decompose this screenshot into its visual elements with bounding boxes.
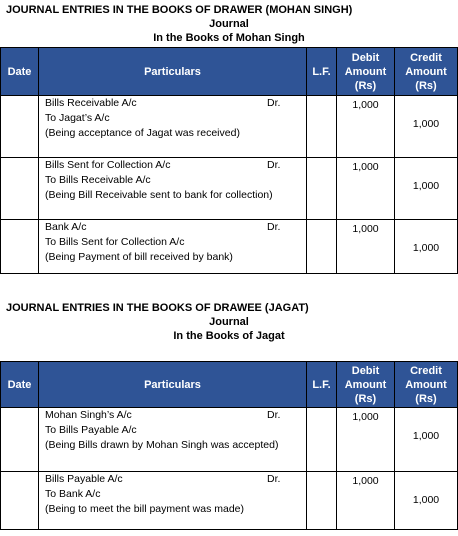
credit-amount: 1,000 — [395, 96, 458, 158]
debit-amount: 1,000 — [337, 472, 395, 530]
debit-account: Bank A/c — [45, 221, 87, 233]
particulars-column-header: Particulars — [39, 48, 307, 96]
narration: (Being Bill Receivable sent to bank for collection) — [45, 189, 273, 201]
drawer-section — [0, 3, 458, 45]
table-header-row — [1, 362, 458, 408]
date-cell — [1, 472, 39, 530]
credit-amount: 1,000 — [395, 158, 458, 220]
dr-mark: Dr. — [267, 97, 281, 109]
particulars-cell — [39, 408, 307, 472]
debit-amount: 1,000 — [337, 96, 395, 158]
dr-mark: Dr. — [267, 221, 281, 233]
particulars-cell — [39, 96, 307, 158]
narration: (Being to meet the bill payment was made) — [45, 503, 245, 515]
date-column-header: Date — [1, 362, 39, 408]
lf-cell — [307, 96, 337, 158]
credit-account: To Bank A/c — [45, 488, 101, 500]
debit-account: Bills Payable A/c — [45, 473, 123, 485]
table-row — [1, 408, 458, 472]
drawee-heading: JOURNAL ENTRIES IN THE BOOKS OF DRAWEE (JAGAT) — [6, 302, 309, 314]
drawee-journal-subheading: Journal — [209, 316, 249, 328]
credit-amount: 1,000 — [395, 408, 458, 472]
lf-cell — [307, 472, 337, 530]
lf-column-header: L.F. — [307, 362, 337, 408]
dr-mark: Dr. — [267, 409, 281, 421]
credit-account: To Jagat’s A/c — [45, 112, 110, 124]
particulars-column-header: Particulars — [39, 362, 307, 408]
debit-column-header: Debit Amount (Rs) — [337, 48, 395, 96]
drawee-section — [0, 301, 458, 343]
narration: (Being acceptance of Jagat was received) — [45, 127, 240, 139]
drawee-journal-table — [0, 361, 458, 530]
dr-mark: Dr. — [267, 473, 281, 485]
drawer-journal-table — [0, 47, 458, 274]
debit-amount: 1,000 — [337, 158, 395, 220]
credit-amount: 1,000 — [395, 220, 458, 274]
drawee-book-title: In the Books of Jagat — [173, 330, 285, 342]
dr-mark: Dr. — [267, 159, 281, 171]
lf-cell — [307, 220, 337, 274]
date-cell — [1, 408, 39, 472]
lf-cell — [307, 408, 337, 472]
credit-account: To Bills Payable A/c — [45, 424, 137, 436]
debit-amount: 1,000 — [337, 220, 395, 274]
debit-account: Mohan Singh’s A/c — [45, 409, 132, 421]
credit-amount: 1,000 — [395, 472, 458, 530]
credit-column-header: Credit Amount (Rs) — [395, 362, 458, 408]
date-cell — [1, 158, 39, 220]
table-row — [1, 96, 458, 158]
table-header-row — [1, 48, 458, 96]
drawer-heading: JOURNAL ENTRIES IN THE BOOKS OF DRAWER (MOHAN SINGH) — [6, 4, 353, 16]
lf-cell — [307, 158, 337, 220]
credit-account: To Bills Sent for Collection A/c — [45, 236, 185, 248]
table-row — [1, 158, 458, 220]
table-row — [1, 472, 458, 530]
drawer-book-title: In the Books of Mohan Singh — [153, 32, 305, 44]
particulars-cell — [39, 472, 307, 530]
particulars-cell — [39, 158, 307, 220]
table-row — [1, 220, 458, 274]
debit-amount: 1,000 — [337, 408, 395, 472]
debit-column-header: Debit Amount (Rs) — [337, 362, 395, 408]
debit-account: Bills Sent for Collection A/c — [45, 159, 171, 171]
lf-column-header: L.F. — [307, 48, 337, 96]
date-column-header: Date — [1, 48, 39, 96]
drawer-journal-subheading: Journal — [209, 18, 249, 30]
narration: (Being Payment of bill received by bank) — [45, 251, 233, 263]
narration: (Being Bills drawn by Mohan Singh was accepted) — [45, 439, 279, 451]
date-cell — [1, 220, 39, 274]
credit-account: To Bills Receivable A/c — [45, 174, 151, 186]
particulars-cell — [39, 220, 307, 274]
date-cell — [1, 96, 39, 158]
debit-account: Bills Receivable A/c — [45, 97, 137, 109]
credit-column-header: Credit Amount (Rs) — [395, 48, 458, 96]
